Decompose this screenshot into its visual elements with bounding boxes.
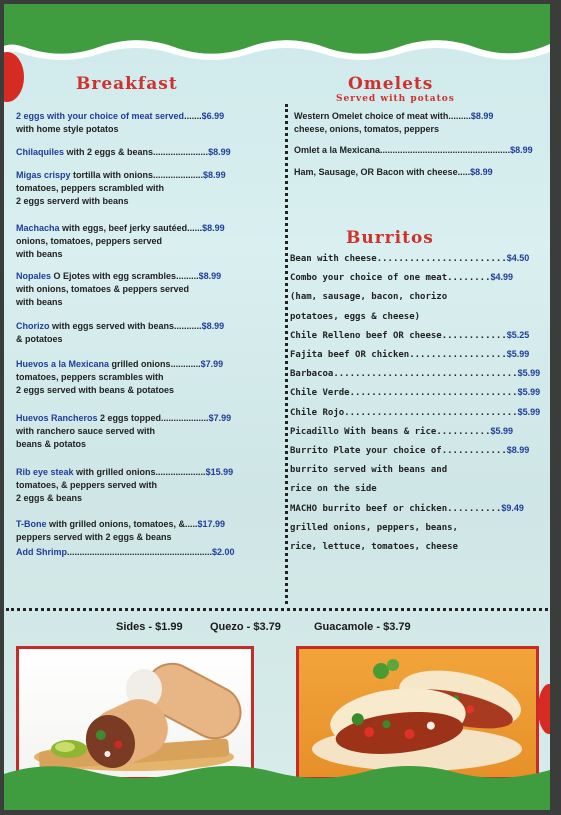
burrito-item xyxy=(290,425,513,439)
item-name: T-Bone xyxy=(16,519,47,529)
item-price: $6.99 xyxy=(201,111,225,121)
breakfast-item xyxy=(16,518,225,544)
item-detail-line: with home style potatos xyxy=(16,124,119,134)
item-description: with cheese xyxy=(404,167,458,177)
item-price: $4.50 xyxy=(506,253,530,263)
item-detail-line: 2 eggs serverd with beans xyxy=(16,196,129,206)
item-price: $15.99 xyxy=(205,467,234,477)
item-text: Fajita beef OR chicken xyxy=(290,350,410,360)
item-detail-line: with beans xyxy=(16,297,63,307)
item-name: Migas crispy xyxy=(16,170,71,180)
item-price: $5.99 xyxy=(517,406,541,417)
item-description: 2 eggs topped xyxy=(97,413,162,423)
item-price: $8.99 xyxy=(208,147,231,157)
burrito-item xyxy=(290,521,458,535)
item-price: $8.99 xyxy=(510,145,533,155)
item-detail-line: with beans xyxy=(16,249,63,259)
breakfast-item xyxy=(16,222,225,261)
item-text: Burrito Plate your choice of xyxy=(290,446,442,456)
burritos-heading: Burritos xyxy=(346,228,434,248)
burrito-item xyxy=(290,482,377,496)
item-price: $5.99 xyxy=(506,349,530,359)
breakfast-item xyxy=(16,110,224,136)
leader-dots: ............ xyxy=(441,446,507,456)
item-detail-line: onions, tomatoes, peppers served xyxy=(16,236,163,246)
item-price: $5.25 xyxy=(506,329,530,340)
item-name: Omlet a la Mexicana xyxy=(294,145,381,155)
item-price: $5.99 xyxy=(517,368,541,379)
item-price: $8.99 xyxy=(470,111,494,121)
item-name: Rib eye steak xyxy=(16,467,74,477)
item-text: MACHO burrito beef or chicken xyxy=(290,503,448,514)
burrito-item xyxy=(290,502,524,516)
leader-dots: .................................. xyxy=(333,369,518,380)
item-text: Chile Relleno beef OR cheese xyxy=(290,330,442,341)
item-description: with eggs served with beans xyxy=(49,321,175,331)
item-price: $5.99 xyxy=(490,425,514,436)
burrito-item xyxy=(290,329,529,343)
leader-dots: ....... xyxy=(184,111,202,121)
item-price: $17.99 xyxy=(197,519,226,529)
burrito-item xyxy=(290,386,540,400)
item-description: with grilled onions xyxy=(73,467,156,477)
omelet-item xyxy=(294,166,493,179)
column-divider xyxy=(285,104,288,604)
burrito-item xyxy=(290,310,420,324)
leader-dots: ...................... xyxy=(153,147,209,157)
item-detail-line: 2 eggs & beans xyxy=(16,493,83,503)
leader-dots: ............ xyxy=(441,330,507,341)
item-name: Chorizo xyxy=(16,321,50,331)
item-detail-line: beans & potatos xyxy=(16,439,87,449)
item-name: Huevos a la Mexicana xyxy=(16,359,110,369)
leader-dots: .......................................................... xyxy=(67,547,213,557)
item-price: $2.00 xyxy=(212,547,235,557)
item-detail-line: with onions, tomatoes & peppers served xyxy=(16,284,190,294)
item-text: Chile Verde xyxy=(290,388,350,399)
item-detail-line: tomatoes, peppers scrambled with xyxy=(16,183,165,193)
item-detail-line: peppers served with 2 eggs & beans xyxy=(16,532,172,542)
item-detail-line: with ranchero sauce served with xyxy=(16,426,156,436)
burrito-item xyxy=(290,444,529,458)
bottom-green-wave xyxy=(4,756,550,810)
omelet-item xyxy=(294,144,533,157)
item-text: Combo your choice of one meat xyxy=(290,273,448,284)
leader-dots: ................................ xyxy=(344,407,518,418)
burrito-item xyxy=(290,348,529,362)
leader-dots: .......... xyxy=(447,503,502,514)
breakfast-item xyxy=(16,412,231,451)
item-price: $9.49 xyxy=(501,502,524,513)
item-name: Nopales xyxy=(16,271,52,281)
leader-dots: ..... xyxy=(457,167,471,177)
item-detail-line: & potatoes xyxy=(16,334,63,344)
item-description: O Ejotes with egg scrambles xyxy=(51,271,177,281)
item-text: (ham, sausage, bacon, chorizo xyxy=(290,292,448,303)
breakfast-item xyxy=(16,546,235,559)
item-price: $7.99 xyxy=(208,413,232,423)
item-detail-line: tomatoes, & peppers served with xyxy=(16,480,158,490)
burrito-item xyxy=(290,463,447,477)
burrito-item xyxy=(290,367,540,381)
item-text: rice on the side xyxy=(290,484,377,495)
leader-dots: ......... xyxy=(448,111,471,121)
burrito-item xyxy=(290,540,458,554)
item-detail-line: cheese, onions, tomatos, peppers xyxy=(294,124,440,134)
leader-dots: .......... xyxy=(436,426,491,437)
leader-dots: ............................... xyxy=(349,388,518,399)
sides-price: Sides - $1.99 xyxy=(116,621,183,633)
menu-page xyxy=(4,4,550,810)
breakfast-item xyxy=(16,320,224,346)
quezo-price: Quezo - $3.79 xyxy=(210,621,281,633)
item-name: Huevos Rancheros xyxy=(16,413,98,423)
item-price: $7.99 xyxy=(200,359,224,369)
omelets-subheading: Served with potatos xyxy=(336,94,455,104)
omelets-heading: Omelets xyxy=(348,74,434,94)
leader-dots: .................... xyxy=(153,170,204,180)
leader-dots: ...... xyxy=(187,223,203,233)
section-divider xyxy=(6,608,548,611)
item-description: with eggs, beef jerky sautéed xyxy=(59,223,188,233)
burrito-item xyxy=(290,290,447,304)
breakfast-heading: Breakfast xyxy=(76,74,178,94)
item-detail-line: tomatoes, peppers scrambles with xyxy=(16,372,164,382)
leader-dots: .................................................... xyxy=(380,145,511,155)
item-price: $4.99 xyxy=(490,272,514,283)
item-name: Machacha xyxy=(16,223,60,233)
leader-dots: ..... xyxy=(185,519,198,529)
item-text: Bean with cheese xyxy=(290,254,377,264)
breakfast-item xyxy=(16,169,226,208)
burrito-item xyxy=(290,406,540,420)
item-description: grilled onions xyxy=(109,359,171,369)
item-name: Western Omelet xyxy=(294,111,363,121)
item-name: Add Shrimp xyxy=(16,547,67,557)
item-price: $8.99 xyxy=(470,167,493,177)
guacamole-price: Guacamole - $3.79 xyxy=(314,621,411,633)
item-name: Chilaquiles xyxy=(16,147,65,157)
leader-dots: ........... xyxy=(174,321,202,331)
top-green-wave xyxy=(4,4,550,74)
leader-dots: .................. xyxy=(409,350,507,360)
omelet-item xyxy=(294,110,493,136)
item-price: $8.99 xyxy=(202,223,225,233)
item-price: $8.99 xyxy=(201,321,225,331)
item-price: $5.99 xyxy=(517,387,541,398)
item-text: grilled onions, peppers, beans, xyxy=(290,522,458,533)
item-description: choice of meat with xyxy=(362,111,449,121)
item-text: potatoes, eggs & cheese) xyxy=(290,311,421,322)
leader-dots: ................... xyxy=(161,413,209,423)
breakfast-item xyxy=(16,146,231,159)
breakfast-item xyxy=(16,358,223,397)
item-name: Ham, Sausage, OR Bacon xyxy=(294,167,405,177)
item-text: Barbacoa xyxy=(290,369,334,380)
burrito-item xyxy=(290,271,513,285)
item-price: $8.99 xyxy=(506,445,530,455)
leader-dots: ......... xyxy=(176,271,199,281)
item-text: rice, lettuce, tomatoes, cheese xyxy=(290,542,458,552)
item-text: burrito served with beans and xyxy=(290,465,448,476)
item-description: with 2 eggs & beans xyxy=(64,147,154,157)
burrito-item xyxy=(290,252,529,266)
leader-dots: ........................ xyxy=(376,254,507,264)
item-text: Chile Rojo xyxy=(290,407,345,418)
leader-dots: ........ xyxy=(447,273,491,284)
item-name: 2 eggs with your choice of meat served xyxy=(16,111,185,121)
item-description: with grilled onions, tomatoes, & xyxy=(46,519,186,529)
breakfast-item xyxy=(16,466,233,505)
leader-dots: .................... xyxy=(155,467,206,477)
item-price: $8.99 xyxy=(203,170,226,180)
item-text: Picadillo With beans & rice xyxy=(290,426,437,437)
item-description: tortilla with onions xyxy=(70,170,154,180)
red-decoration-right xyxy=(538,684,550,734)
breakfast-item xyxy=(16,270,221,309)
item-price: $8.99 xyxy=(198,271,222,281)
item-detail-line: 2 eggs served with beans & potatoes xyxy=(16,385,175,395)
leader-dots: ............ xyxy=(170,359,201,369)
